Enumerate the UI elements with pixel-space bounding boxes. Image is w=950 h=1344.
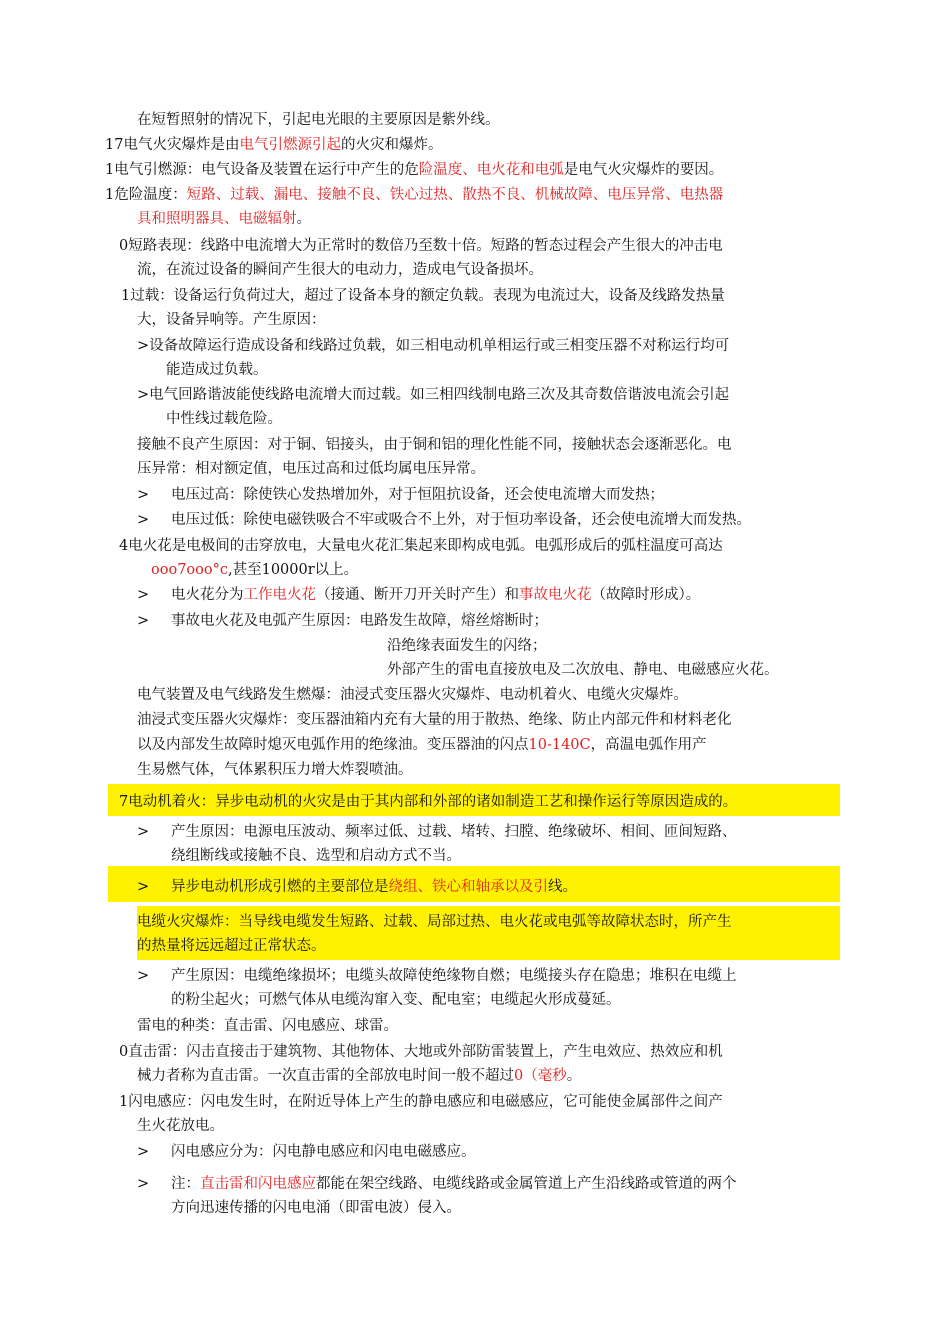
- text-line: 接触不良产生原因：对于铜、铝接头，由于铜和铝的理化性能不同，接触状态会逐渐恶化。电: [137, 437, 732, 453]
- text-line: 1电气引燃源：电气设备及装置在运行中产生的危险温度、电火花和电弧是电气火灾爆炸的要因。: [105, 162, 724, 178]
- bullet-line: > 闪电感应分为：闪电静电感应和闪电电磁感应。: [137, 1144, 476, 1160]
- text-line: 的热量将远远超过正常状态。: [137, 938, 326, 954]
- text-line: 电气装置及电气线路发生燃爆：油浸式变压器火灾爆炸、电动机着火、电缆火灾爆炸。: [137, 687, 688, 703]
- text-line: 外部产生的雷电直接放电及二次放电、静电、电磁感应火花。: [387, 662, 779, 678]
- text-line: 4电火花是电极间的击穿放电，大量电火花汇集起来即构成电弧。电弧形成后的弧柱温度可高达: [119, 538, 723, 554]
- bullet-line: > 电火花分为工作电火花（接通、断开刀开关时产生）和事故电火花（故障时形成）。: [137, 587, 701, 603]
- text-line: >电气回路谐波能使线路电流增大而过载。如三相四线制电路三次及其奇数倍谐波电流会引起: [137, 387, 730, 403]
- text-line: 雷电的种类：直击雷、闪电感应、球雷。: [137, 1018, 398, 1034]
- text-line: 1危险温度：短路、过载、漏电、接触不良、铁心过热、散热不良、机械故障、电压异常、电热器: [105, 187, 724, 203]
- text-line: 0短路表现：线路中电流增大为正常时的数倍乃至数十倍。短路的暂态过程会产生很大的冲击电: [119, 238, 723, 254]
- text-line: 7电动机着火：异步电动机的火灾是由于其内部和外部的诸如制造工艺和操作运行等原因造成的。: [119, 794, 738, 810]
- text-line: 生火花放电。: [137, 1118, 224, 1134]
- text-line: 生易燃气体，气体累积压力增大炸裂喷油。: [137, 762, 413, 778]
- text-line: 流，在流过设备的瞬间产生很大的电动力，造成电气设备损坏。: [137, 262, 543, 278]
- text-line: 械力者称为直击雷。一次直击雷的全部放电时间一般不超过0（毫秒。: [137, 1068, 582, 1084]
- text-line: 中性线过载危险。: [166, 411, 282, 427]
- text-line: 0直击雷：闪击直接击于建筑物、其他物体、大地或外部防雷装置上，产生电效应、热效应和机: [119, 1044, 723, 1060]
- text-line: 的粉尘起火；可燃气体从电缆沟窜入变、配电室；电缆起火形成蔓延。: [171, 992, 621, 1008]
- text-line: 绕组断线或接触不良、选型和启动方式不当。: [171, 848, 461, 864]
- text-line: 大，设备异响等。产生原因：: [137, 312, 326, 328]
- bullet-line: > 产生原因：电源电压波动、频率过低、过载、堵转、扫膛、绝缘破坏、相间、匝间短路、: [137, 824, 737, 840]
- text-line: 1过载：设备运行负荷过大，超过了设备本身的额定负载。表现为电流过大，设备及线路发热量: [121, 288, 725, 304]
- text-line: 沿绝缘表面发生的闪络；: [387, 638, 547, 654]
- text-line: 17电气火灾爆炸是由电气引燃源引起的火灾和爆炸。: [105, 137, 443, 153]
- bullet-line: > 异步电动机形成引燃的主要部位是绕组、铁心和轴承以及引线。: [137, 879, 577, 895]
- text-line: 在短暂照射的情况下，引起电光眼的主要原因是紫外线。: [137, 112, 500, 128]
- text-line: 油浸式变压器火灾爆炸：变压器油箱内充有大量的用于散热、绝缘、防止内部元件和材料老化: [137, 712, 732, 728]
- text-line: 1闪电感应：闪电发生时，在附近导体上产生的静电感应和电磁感应，它可能使金属部件之间产: [119, 1094, 723, 1110]
- bullet-line: > 产生原因：电缆绝缘损坏；电缆头故障使绝缘物自燃；电缆接头存在隐患；堆积在电缆上: [137, 968, 737, 984]
- text-line: 压异常：相对额定值，电压过高和过低均属电压异常。: [137, 461, 485, 477]
- bullet-line: > 事故电火花及电弧产生原因：电路发生故障，熔丝熔断时；: [137, 613, 548, 629]
- bullet-line: > 电压过低：除使电磁铁吸合不牢或吸合不上外，对于恒功率设备，还会使电流增大而发热。: [137, 512, 751, 528]
- text-line: 能造成过负载。: [166, 362, 268, 378]
- text-line: 以及内部发生故障时熄灭电弧作用的绝缘油。变压器油的闪点10-140C，高温电弧作用产: [137, 737, 707, 753]
- text-line: 具和照明器具、电磁辐射。: [137, 211, 311, 227]
- text-line: 电缆火灾爆炸：当导线电缆发生短路、过载、局部过热、电火花或电弧等故障状态时，所产生: [137, 914, 732, 930]
- text-line: >设备故障运行造成设备和线路过负载，如三相电动机单相运行或三相变压器不对称运行均可: [137, 338, 730, 354]
- bullet-line: > 电压过高：除使铁心发热增加外，对于恒阻抗设备，还会使电流增大而发热；: [137, 487, 664, 503]
- text-line: ooo7ooo°c,甚至10000r以上。: [151, 562, 359, 578]
- bullet-line: > 注：直击雷和闪电感应都能在架空线路、电缆线路或金属管道上产生沿线路或管道的两个: [137, 1176, 737, 1192]
- text-line: 方向迅速传播的闪电电涌（即雷电波）侵入。: [171, 1200, 461, 1216]
